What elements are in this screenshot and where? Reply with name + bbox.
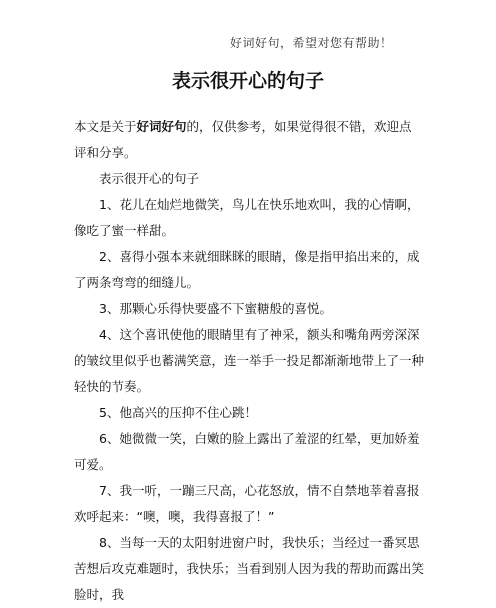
- list-item: 8、当每一天的太阳射进窗户时，我快乐；当经过一番冥思苦想后攻克难题时，我快乐；当看到别人因为我的帮助而露出笑脸时，我: [74, 535, 425, 602]
- document-body: [74, 114, 424, 608]
- list-item: 4、这个喜讯使他的眼睛里有了神采，额头和嘴角两旁深深的皱纹里似乎也蓄满笑意，连一举手一投足都渐渐地带上了一种轻快的节奏。: [74, 327, 425, 394]
- list-item: 1、花儿在灿烂地微笑，鸟儿在快乐地欢叫，我的心情啊，像吃了蜜一样甜。: [74, 197, 420, 238]
- header-note: 好词好句，希望对您有帮助！: [230, 36, 393, 50]
- intro-prefix: 本文是关于: [74, 119, 137, 134]
- list-item: 2、喜得小强本来就细眯眯的眼睛，像是指甲掐出来的，成了两条弯弯的细缝儿。: [74, 249, 420, 290]
- intro-paragraph: [74, 114, 424, 166]
- list-item: 5、他高兴的压抑不住心跳！: [99, 405, 257, 420]
- intro-keyword: 好词好句: [136, 119, 187, 134]
- document-title: 表示很开心的句子: [171, 70, 324, 92]
- list-item: 3、那颗心乐得快要盛不下蜜糖般的喜悦。: [99, 301, 332, 316]
- section-heading: 表示很开心的句子: [99, 171, 200, 186]
- intro-suffix: 的，仅供参考，如果觉得很不错，欢迎点评和分享。: [74, 119, 412, 160]
- list-item: 7、我一听，一蹦三尺高，心花怒放，情不自禁地莘着喜报欢呼起来：“噢，噢，我得喜报了！”: [74, 483, 420, 524]
- list-item: 6、她微微一笑，白嫩的脸上露出了羞涩的红晕，更加娇羞可爱。: [74, 431, 420, 472]
